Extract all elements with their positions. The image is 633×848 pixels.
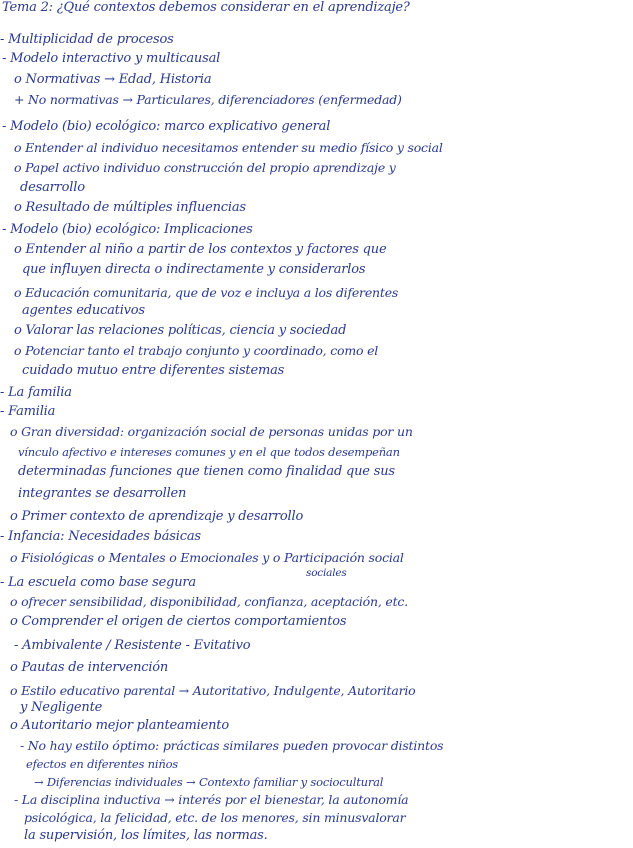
note-line: o Entender al individuo necesitamos entender su medio físico y social: [14, 140, 443, 155]
note-line: o Primer contexto de aprendizaje y desarrollo: [10, 509, 304, 524]
note-line: o Normativas → Edad, Historia: [14, 72, 212, 87]
note-line: o Papel activo individuo construcción del propio aprendizaje y: [14, 160, 396, 175]
note-line: o Valorar las relaciones políticas, ciencia y sociedad: [14, 323, 347, 338]
note-line: o ofrecer sensibilidad, disponibilidad, confianza, aceptación, etc.: [10, 594, 408, 609]
note-line: o Pautas de intervención: [10, 660, 169, 675]
note-line: - Modelo (bio) ecológico: marco explicativo general: [2, 119, 331, 134]
note-line: o Educación comunitaria, que de voz e incluya a los diferentes: [14, 285, 399, 300]
note-line: o Gran diversidad: organización social de personas unidas por un: [10, 424, 413, 439]
note-line: la supervisión, los límites, las normas.: [24, 828, 268, 843]
note-line: - Familia: [0, 404, 56, 419]
note-line: - Modelo interactivo y multicausal: [2, 51, 221, 66]
note-line: sociales: [306, 567, 347, 579]
page-title: Tema 2: ¿Qué contextos debemos considerar en el aprendizaje?: [2, 0, 410, 15]
note-line: - Infancia: Necesidades básicas: [0, 529, 201, 544]
note-line: psicológica, la felicidad, etc. de los menores, sin minusvalorar: [24, 810, 406, 825]
note-line: y Negligente: [20, 700, 103, 715]
note-line: - Multiplicidad de procesos: [0, 32, 174, 47]
note-line: vínculo afectivo e intereses comunes y en el que todos desempeñan: [18, 445, 400, 459]
note-line: efectos en diferentes niños: [26, 757, 178, 771]
note-line: o Estilo educativo parental → Autoritativo, Indulgente, Autoritario: [10, 683, 416, 698]
note-line: o Comprender el origen de ciertos comportamientos: [10, 614, 347, 629]
note-line: o Fisiológicas o Mentales o Emocionales y o Participación social: [10, 550, 404, 565]
note-line: cuidado mutuo entre diferentes sistemas: [22, 363, 285, 378]
section-heading: - La familia: [0, 385, 72, 400]
note-line: - La escuela como base segura: [0, 575, 196, 590]
note-line: o Resultado de múltiples influencias: [14, 200, 246, 215]
note-line: desarrollo: [20, 180, 85, 195]
note-line: o Autoritario mejor planteamiento: [10, 718, 229, 733]
note-line: que influyen directa o indirectamente y considerarlos: [22, 262, 366, 277]
note-line: o Entender al niño a partir de los contextos y factores que: [14, 242, 387, 257]
note-line: - No hay estilo óptimo: prácticas similares pueden provocar distintos: [20, 738, 444, 753]
note-line: o Potenciar tanto el trabajo conjunto y coordinado, como el: [14, 343, 379, 358]
note-line: → Diferencias individuales → Contexto familiar y sociocultural: [34, 775, 384, 789]
note-line: + No normativas → Particulares, diferenciadores (enfermedad): [14, 92, 402, 107]
note-line: - La disciplina inductiva → interés por el bienestar, la autonomía: [14, 792, 409, 807]
note-line: determinadas funciones que tienen como finalidad que sus: [18, 464, 395, 479]
note-line: integrantes se desarrollen: [18, 486, 187, 501]
note-line: - Modelo (bio) ecológico: Implicaciones: [2, 222, 253, 237]
note-line: - Ambivalente / Resistente - Evitativo: [14, 638, 251, 653]
note-line: agentes educativos: [22, 303, 145, 318]
